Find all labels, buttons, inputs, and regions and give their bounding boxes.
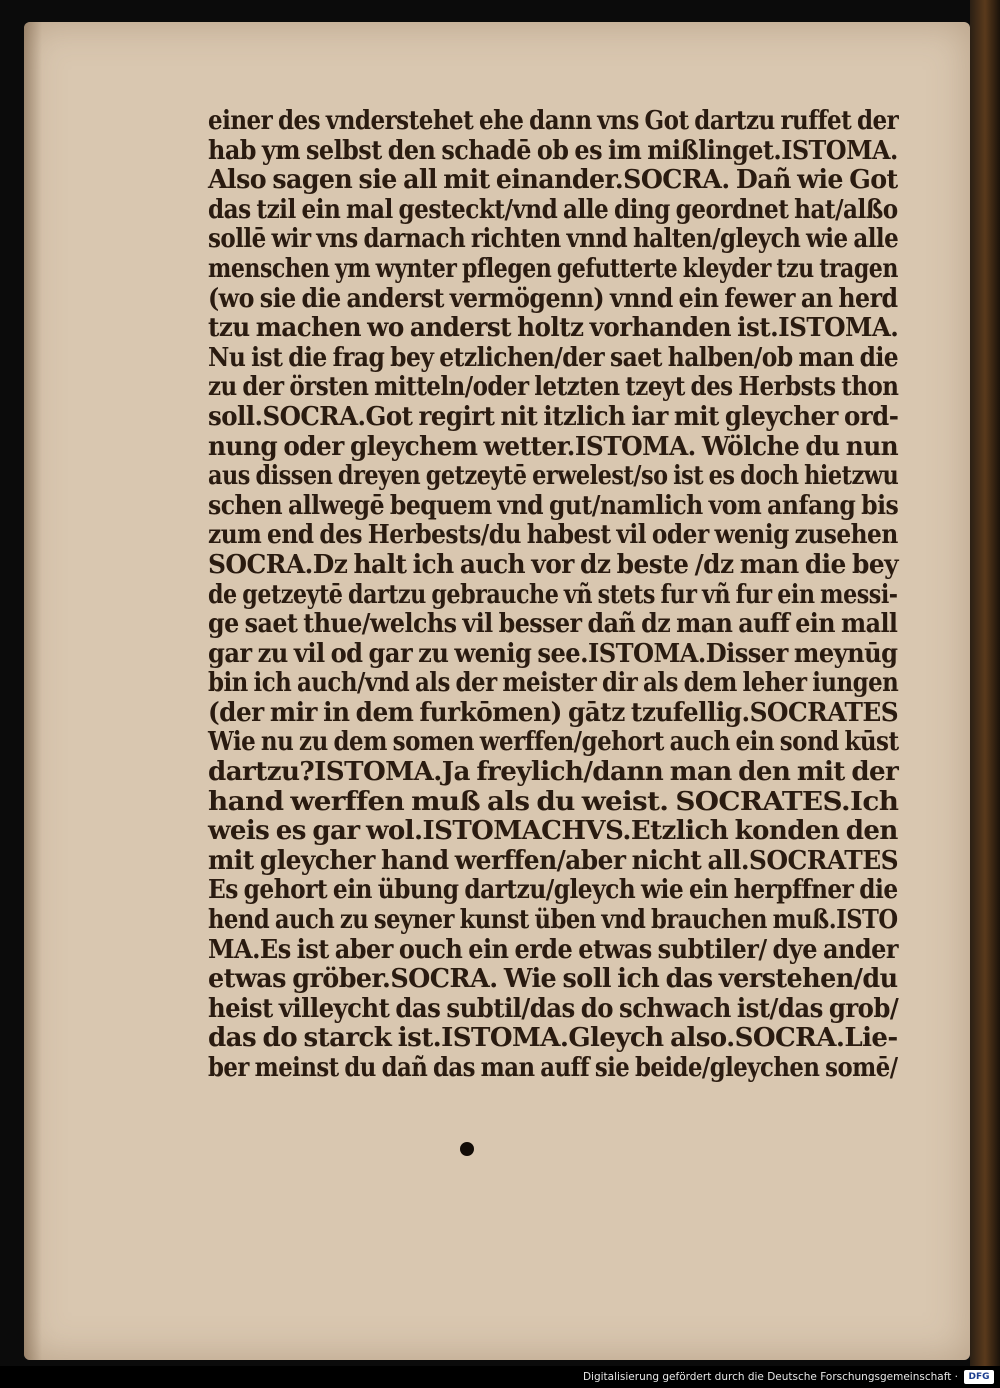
text-line: SOCRA.Dz halt ich auch vor dz beste /dz man die bey (208, 548, 899, 580)
text-line: hand werffen muß als du weist. SOCRATES.Ich (208, 785, 899, 817)
text-line: das tzil ein mal gesteckt/vnd alle ding geordnet hat/alßo (208, 193, 898, 225)
text-line: hab ym selbst den schadē ob es im mißlinget.ISTOMA. (208, 134, 898, 166)
funding-credit: Digitalisierung gefördert durch die Deutsche Forschungsgemeinschaft · (582, 1371, 958, 1383)
text-line: Also sagen sie all mit einander.SOCRA. Dañ wie Got (208, 164, 898, 196)
text-line: hend auch zu seyner kunst üben vnd brauchen muß.ISTO (208, 904, 898, 936)
text-line: tzu machen wo anderst holtz vorhanden ist.ISTOMA. (208, 312, 899, 344)
text-line: einer des vnderstehet ehe dann vns Got dartzu ruffet der (208, 105, 899, 136)
text-line: (wo sie die anderst vermögenn) vnnd ein fewer an herd (208, 282, 898, 314)
text-line: menschen ym wynter pflegen gefutterte kleyder tzu tragen (208, 252, 898, 284)
text-line: (der mir in dem furkōmen) gātz tzufellig.SOCRATES (208, 696, 899, 728)
text-line: dartzu?ISTOMA.Ja freylich/dann man den mit der (208, 756, 899, 788)
text-line: mit gleycher hand werffen/aber nicht all.SOCRATES (208, 844, 899, 876)
text-line: ge saet thue/welchs vil besser dañ dz man auff ein mall (208, 608, 898, 640)
text-line: de getzeytē dartzu gebrauche vñ stets fur vñ fur ein messi- (208, 578, 898, 610)
text-line: zum end des Herbests/du habest vil oder wenig zusehen (208, 519, 898, 551)
dfg-logo: DFG (964, 1370, 994, 1384)
text-line: das do starck ist.ISTOMA.Gleych also.SOCRA.Lie- (208, 1022, 898, 1054)
book-edge (970, 0, 1000, 1366)
text-line: Nu ist die frag bey etzlichen/der saet halben/ob man die (208, 341, 899, 373)
text-line: nung oder gleychem wetter.ISTOMA. Wölche du nun (208, 430, 899, 462)
text-line: Wie nu zu dem somen werffen/gehort auch ein sond kūst (208, 726, 899, 758)
text-line: heist villeycht das subtil/das do schwach ist/das grob/ (208, 992, 899, 1024)
text-line: schen allwegē bequem vnd gut/namlich vom anfang bis (208, 489, 899, 521)
text-line: bin ich auch/vnd als der meister dir als dem leher iungen (208, 667, 899, 699)
text-line: MA.Es ist aber ouch ein erde etwas subtiler/ dye ander (208, 933, 898, 965)
text-line: etwas gröber.SOCRA. Wie soll ich das verstehen/du (208, 963, 898, 995)
text-line: gar zu vil od gar zu wenig see.ISTOMA.Disser meynūg (208, 637, 898, 669)
page-text (208, 106, 898, 1083)
text-line: soll.SOCRA.Got regirt nit itzlich iar mit gleycher ord- (208, 400, 899, 432)
text-line: Es gehort ein übung dartzu/gleych wie ein herpffner die (208, 874, 898, 906)
ornament-dot (460, 1142, 474, 1156)
gutter-shadow (24, 22, 42, 1360)
text-line: ber meinst du dañ das man auff sie beide/gleychen somē/ (208, 1052, 898, 1083)
text-line: zu der örsten mitteln/oder letzten tzeyt des Herbsts thon (208, 371, 899, 403)
text-line: weis es gar wol.ISTOMACHVS.Etzlich konden den (208, 815, 898, 847)
text-line: sollē wir vns darnach richten vnnd halten/gleych wie alle (208, 223, 899, 255)
text-line: aus dissen dreyen getzeytē erwelest/so ist es doch hietzwu (208, 460, 899, 492)
